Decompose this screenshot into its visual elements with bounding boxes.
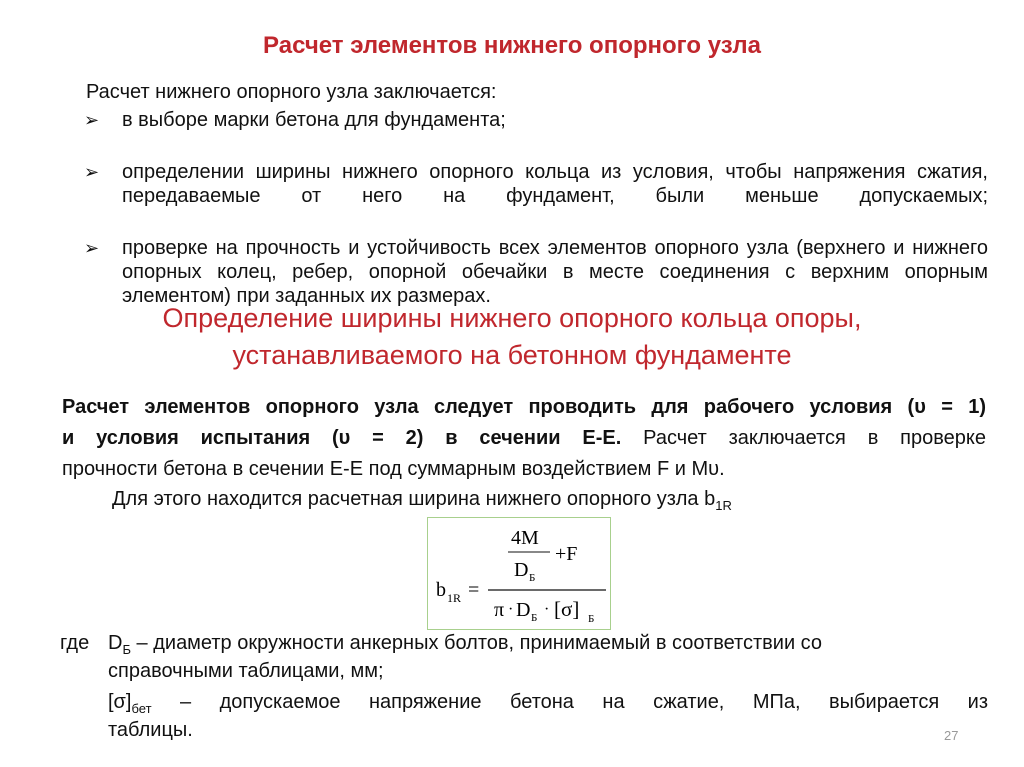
where-s-line2: таблицы. xyxy=(108,719,193,741)
formula-den-D-sub: Б xyxy=(531,612,538,624)
formula-num-top: 4M xyxy=(511,527,539,549)
find-sub: 1R xyxy=(715,498,732,513)
formula-den-pi: π xyxy=(494,599,505,621)
where-d-line2: справочными таблицами, мм; xyxy=(108,660,384,682)
page-number: 27 xyxy=(944,728,959,743)
formula-svg xyxy=(428,518,610,629)
formula-num-bottom-sub: Б xyxy=(529,572,536,584)
formula-den-dot: · xyxy=(508,601,514,618)
formula-box xyxy=(427,517,611,630)
formula-equals: = xyxy=(468,579,480,601)
where-d-sym: D xyxy=(108,632,123,654)
bullet-list xyxy=(84,108,988,312)
list-item xyxy=(84,160,988,232)
subtitle-line: Определение ширины нижнего опорного кольца опоры, xyxy=(162,303,862,333)
para-bold: и условия испытания (υ = 2) в сечении Е-Е. xyxy=(62,427,622,449)
bullet-text: в выборе марки бетона для фундамента; xyxy=(122,109,506,131)
where-label: где xyxy=(60,632,90,654)
where-s-line xyxy=(108,688,988,723)
para-line: прочности бетона в сечении Е-Е под суммарным воздействием F и Mυ. xyxy=(62,458,725,480)
bullet-text: определении ширины нижнего опорного кольца из условия, чтобы напряжения сжатия, передаваемые от него на фундамент, были меньше допускаемых; xyxy=(122,161,988,207)
formula-lhs-sub: 1R xyxy=(447,591,462,605)
list-item xyxy=(84,108,988,156)
where-d-text: – диаметр окружности анкерных болтов, принимаемый в соответствии со xyxy=(130,632,823,654)
formula-den-D: D xyxy=(516,599,531,621)
list-item xyxy=(84,236,988,308)
where-s-text: – допускаемое напряжение бетона на сжатие, МПа, выбирается из xyxy=(151,691,988,713)
formula-plus-term: +F xyxy=(555,543,578,565)
intro-text: Расчет нижнего опорного узла заключается: xyxy=(86,81,497,103)
formula-den-dot2: · xyxy=(544,601,550,618)
arrow-bullet-icon: ➢ xyxy=(84,162,100,182)
find-label: Для этого находится расчетная ширина нижнего опорного узла b xyxy=(112,488,716,510)
para-line xyxy=(62,392,986,423)
bullet-text: проверке на прочность и устойчивость всех элементов опорного узла (верхнего и нижнего опорных колец, ребер, опорной обечайки в месте соединения с верхним опорным элементом) при заданных их размерах. xyxy=(122,237,988,307)
section-subtitle xyxy=(0,300,1024,374)
find-text xyxy=(112,486,732,519)
where-s-sub: бет xyxy=(131,701,152,716)
where-s-sym: [σ] xyxy=(108,691,132,713)
formula-lhs: b xyxy=(436,579,446,601)
para-bold: Расчет элементов опорного узла следует проводить для рабочего условия (υ = 1) xyxy=(62,396,986,418)
subtitle-line: устанавливаемого на бетонном фундаменте xyxy=(232,340,792,370)
para-line xyxy=(62,423,986,454)
where-d-sub: Б xyxy=(122,642,131,657)
formula-den-sigma-sub: Б xyxy=(588,613,595,625)
arrow-bullet-icon: ➢ xyxy=(84,110,100,130)
para-text: Расчет заключается в проверке xyxy=(621,427,986,449)
formula-den-sigma: [σ] xyxy=(554,597,580,621)
slide-title: Расчет элементов нижнего опорного узла xyxy=(263,32,761,59)
calc-paragraph xyxy=(62,392,986,485)
formula-num-bottom: D xyxy=(514,559,529,581)
arrow-bullet-icon: ➢ xyxy=(84,238,100,258)
